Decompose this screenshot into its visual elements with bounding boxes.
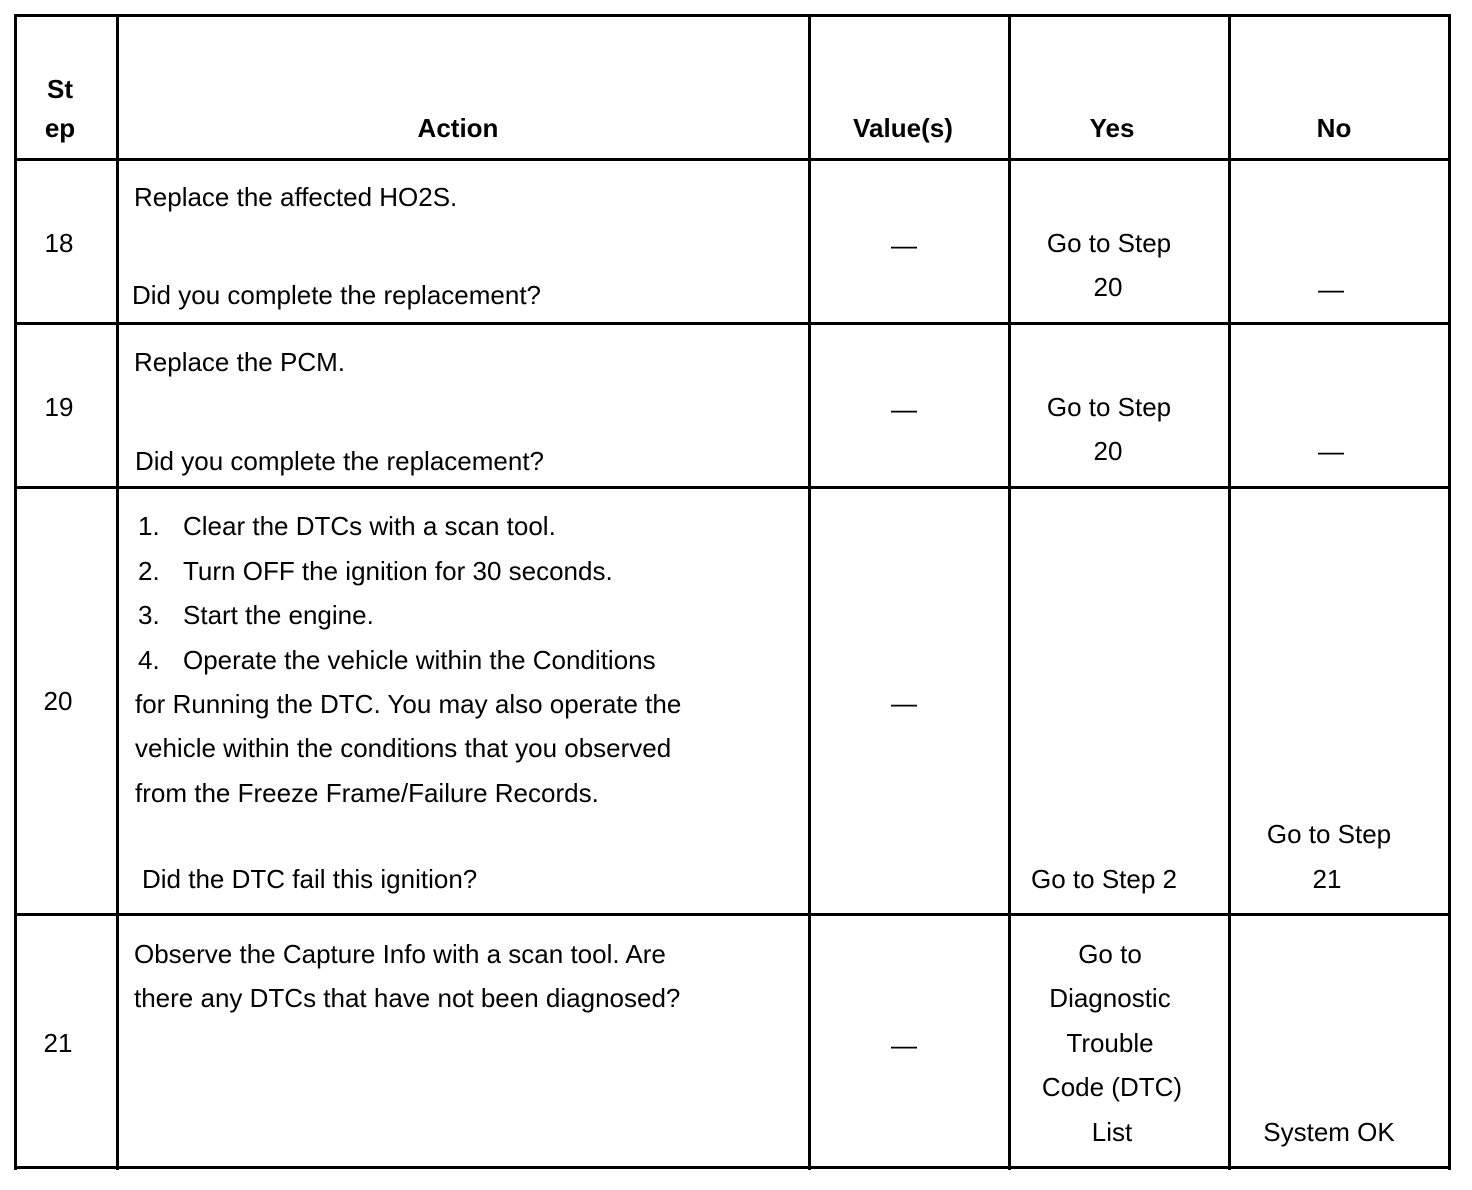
row-19-action-question: Did you complete the replacement? (135, 446, 545, 476)
row-20-list-text-2: Turn OFF the ignition for 30 seconds. (183, 556, 613, 586)
column-divider-values-yes (1008, 14, 1011, 1170)
row-20-yes: Go to Step 2 (1031, 864, 1177, 894)
row-19-yes-line2: 20 (1093, 436, 1123, 466)
row-20-list-text-1: Clear the DTCs with a scan tool. (183, 511, 556, 541)
column-divider-step-action (116, 14, 119, 1170)
header-step-line1: St (47, 74, 73, 104)
row-21-action-line2: there any DTCs that have not been diagnosed? (134, 983, 681, 1013)
row-20-step: 20 (43, 686, 73, 716)
row-19-action-line1: Replace the PCM. (134, 347, 345, 377)
header-bottom-rule (14, 158, 1451, 161)
row-21-yes-line3: Trouble (1066, 1028, 1154, 1058)
header-no: No (1316, 113, 1352, 143)
header-step-line2: ep (44, 113, 76, 143)
row-18-value: — (891, 230, 917, 260)
row-19-yes-line1: Go to Step (1046, 392, 1172, 422)
row-20-action-continuation-1: for Running the DTC. You may also operate the (135, 689, 682, 719)
table-border-left (14, 14, 17, 1170)
row-21-value: — (891, 1030, 917, 1060)
column-divider-yes-no (1228, 14, 1231, 1170)
row-21-step: 21 (43, 1028, 73, 1058)
row-divider-18-19 (14, 322, 1451, 325)
row-21-no: System OK (1263, 1117, 1395, 1147)
row-20-list-text-3: Start the engine. (183, 600, 374, 630)
row-18-yes-line2: 20 (1093, 272, 1123, 302)
row-21-action-line1: Observe the Capture Info with a scan tool. Are (134, 939, 666, 969)
row-19-value: — (891, 394, 917, 424)
header-action: Action (417, 113, 499, 143)
row-20-value: — (891, 688, 917, 718)
row-20-list-number-4: 4. (138, 645, 160, 675)
table-border-right (1448, 14, 1451, 1170)
row-21-yes-line2: Diagnostic (1049, 983, 1171, 1013)
row-20-list-text-4: Operate the vehicle within the Conditions (183, 645, 656, 675)
column-divider-action-values (808, 14, 811, 1170)
row-divider-20-21 (14, 913, 1451, 916)
row-20-no-line1: Go to Step (1266, 819, 1392, 849)
row-18-yes-line1: Go to Step (1046, 228, 1172, 258)
header-yes: Yes (1089, 113, 1135, 143)
row-21-yes-line5: List (1091, 1117, 1133, 1147)
header-values: Value(s) (853, 113, 953, 143)
row-21-yes-line4: Code (DTC) (1041, 1072, 1183, 1102)
row-18-step: 18 (44, 228, 74, 258)
row-20-list-number-2: 2. (138, 556, 160, 586)
row-18-action-line1: Replace the affected HO2S. (134, 182, 458, 212)
row-20-action-continuation-3: from the Freeze Frame/Failure Records. (135, 778, 599, 808)
table-border-top (14, 14, 1451, 17)
row-20-list-number-3: 3. (138, 600, 160, 630)
row-divider-19-20 (14, 486, 1451, 489)
row-18-no: — (1318, 274, 1344, 304)
row-20-list-number-1: 1. (138, 511, 160, 541)
row-20-action-continuation-2: vehicle within the conditions that you observed (135, 733, 672, 763)
row-19-no: — (1318, 436, 1344, 466)
table-border-bottom (14, 1166, 1451, 1169)
row-18-action-question: Did you complete the replacement? (132, 280, 542, 310)
row-20-action-question: Did the DTC fail this ignition? (142, 864, 478, 894)
row-20-no-line2: 21 (1312, 864, 1342, 894)
row-19-step: 19 (44, 392, 74, 422)
row-21-yes-line1: Go to (1078, 939, 1142, 969)
